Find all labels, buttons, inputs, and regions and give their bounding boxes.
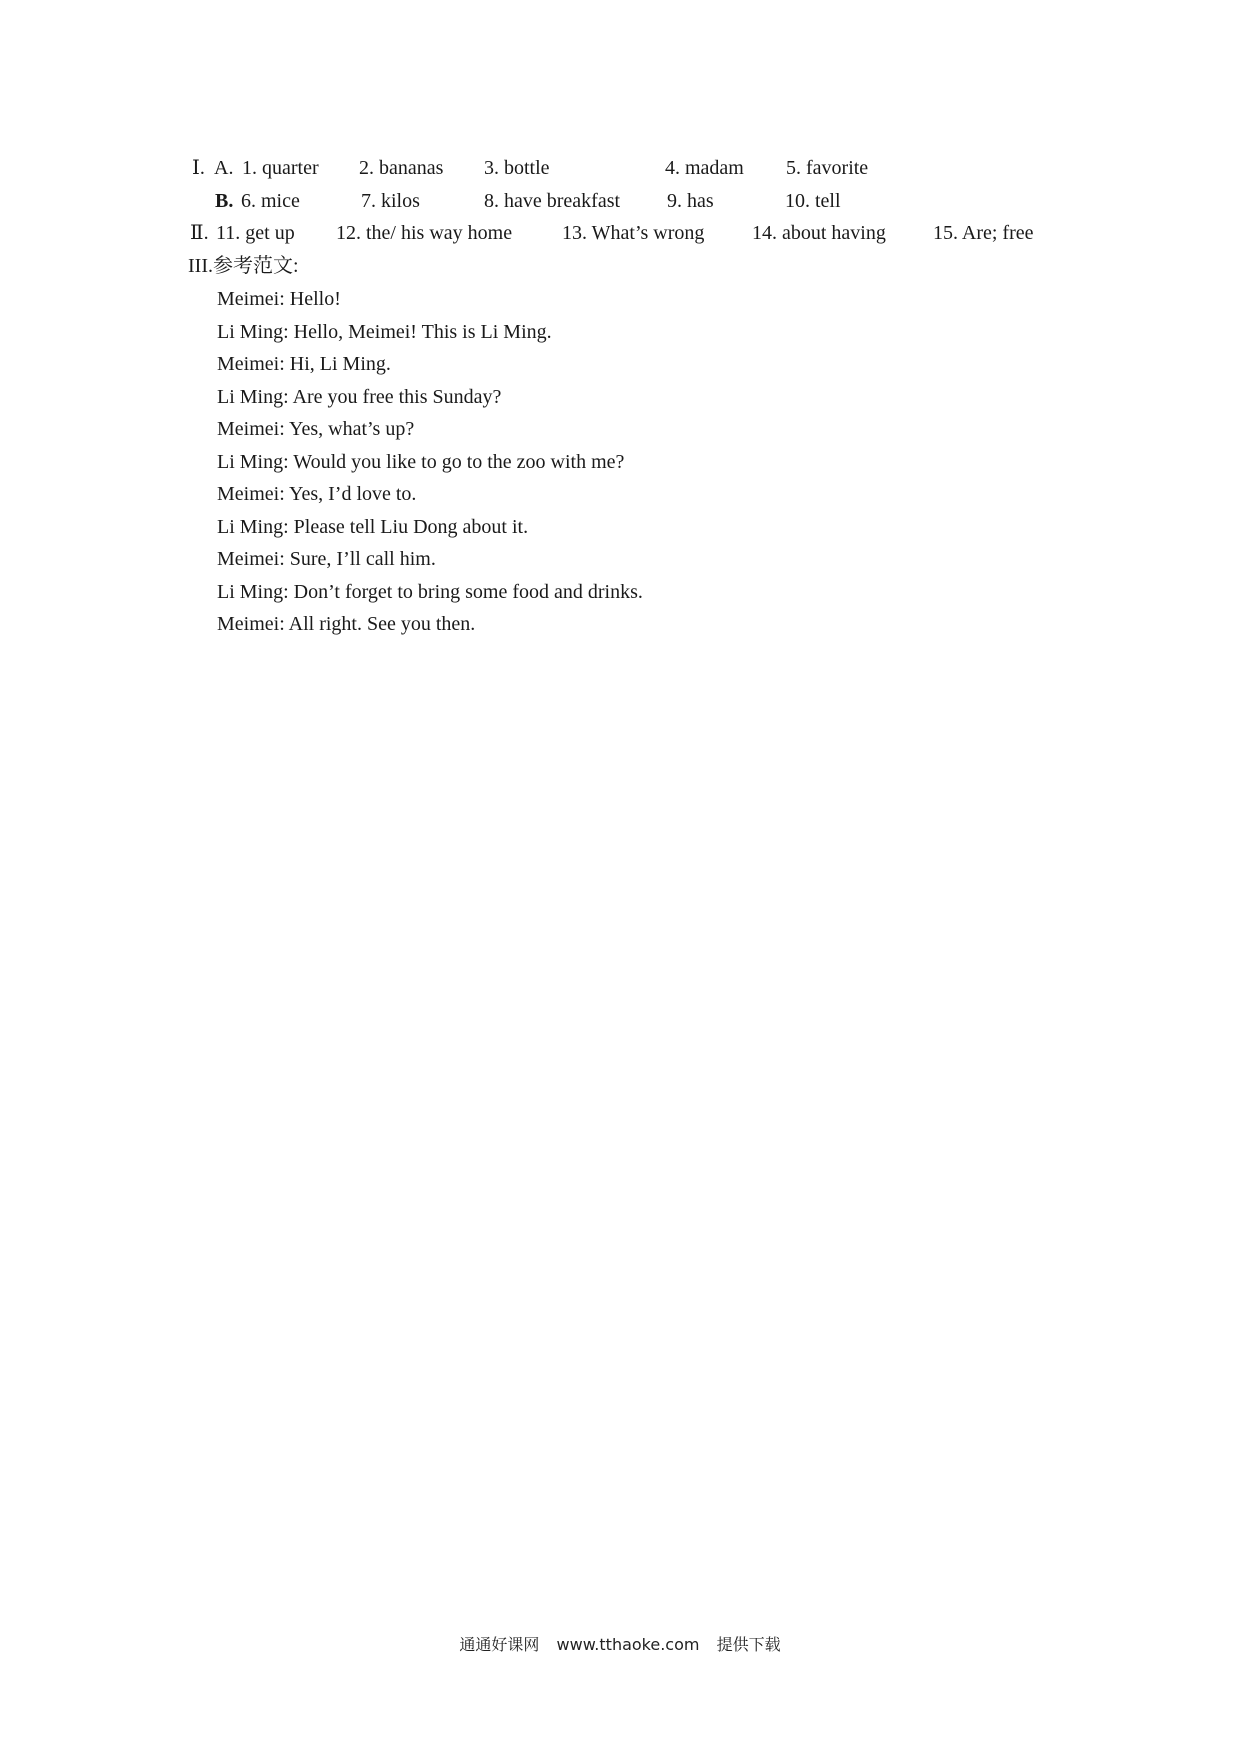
section3-label: III.参考范文:: [188, 255, 299, 277]
dialogue-line: Meimei: All right. See you then.: [217, 613, 476, 635]
footer-site-name: 通通好课网: [459, 1635, 540, 1654]
dialogue-line: Li Ming: Please tell Liu Dong about it.: [217, 515, 529, 538]
dialogue-line: Li Ming: Don’t forget to bring some food and drinks.: [217, 580, 643, 603]
answer-5: 5. favorite: [786, 157, 869, 179]
section1-partA-label: A.: [214, 157, 234, 179]
dialogue-line: Meimei: Sure, I’ll call him.: [217, 548, 436, 570]
answer-10: 10. tell: [785, 190, 841, 212]
section1-partB-label: B.: [215, 190, 234, 212]
dialogue-line: Li Ming: Would you like to go to the zoo with me?: [217, 450, 625, 473]
dialogue-line: Meimei: Hi, Li Ming.: [217, 353, 391, 375]
answer-13: 13. What’s wrong: [562, 222, 705, 244]
answer-7: 7. kilos: [361, 190, 420, 212]
dialogue-line: Li Ming: Hello, Meimei! This is Li Ming.: [217, 320, 552, 343]
answer-9: 9. has: [667, 190, 714, 212]
answer-3: 3. bottle: [484, 157, 550, 179]
dialogue-line: Meimei: Hello!: [217, 288, 341, 310]
answer-12: 12. the/ his way home: [336, 222, 513, 244]
dialogue-line: Meimei: Yes, what’s up?: [217, 418, 415, 440]
section2-label: Ⅱ.: [190, 222, 209, 244]
dialogue-line: Li Ming: Are you free this Sunday?: [217, 385, 502, 408]
answer-14: 14. about having: [752, 222, 886, 244]
answer-15: 15. Are; free: [933, 222, 1034, 244]
answer-6: 6. mice: [241, 190, 300, 212]
footer-tagline: 提供下载: [716, 1635, 781, 1654]
answer-8: 8. have breakfast: [484, 190, 621, 212]
footer-url[interactable]: www.tthaoke.com: [556, 1635, 700, 1654]
answer-11: 11. get up: [216, 222, 295, 244]
answer-1: 1. quarter: [242, 157, 319, 179]
page-footer: [0, 1634, 1240, 1656]
answer-4: 4. madam: [665, 157, 744, 179]
dialogue-line: Meimei: Yes, I’d love to.: [217, 483, 417, 505]
answer-2: 2. bananas: [359, 157, 444, 179]
sample-dialogue: [217, 283, 643, 641]
section1-label: Ⅰ.: [192, 157, 205, 179]
